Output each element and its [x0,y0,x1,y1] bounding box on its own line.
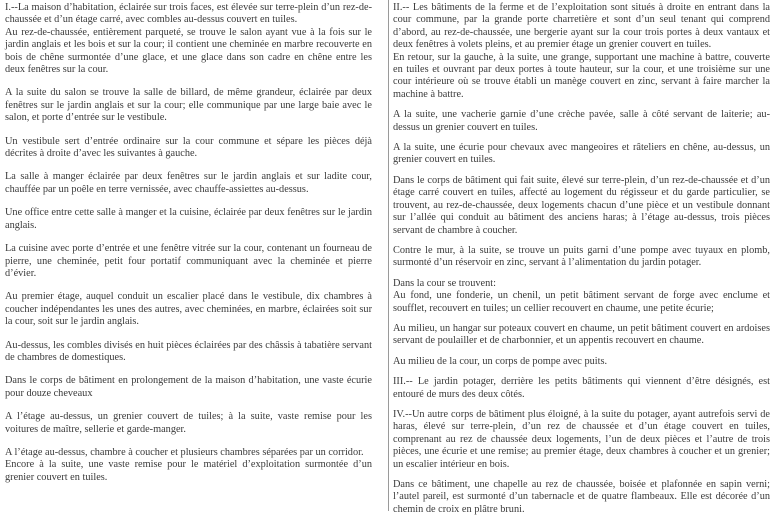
left-column [5,2,372,495]
paragraph-section-3: III.-- Le jardin potager, derrière les petits bâtiments qui viennent d’être désignés, est entouré de murs des deux côtés. [393,376,770,400]
paragraph-stable: Dans le corps de bâtiment en prolongement de la maison d’habitation, une vaste écurie pour douze cheveaux [5,375,372,399]
paragraph-courtyard-heading: Dans la cour se trouvent: [393,277,496,289]
column-divider [388,0,389,511]
paragraph-attic: Au-dessus, les combles divisés en huit pièces éclairées par des châssis à tabatière servant de chambres de domestiques. [5,339,372,363]
paragraph-horse-stable: A la suite, une écurie pour chevaux avec mangeoires et râteliers en chêne, au-dessus, un grenier couvert en tuiles. [393,142,770,166]
paragraph-section-4: IV.--Un autre corps de bâtiment plus éloigné, à la suite du potager, ayant autrefois servi de haras, élevé sur terre-plein, d’un rez de chaussée et d’un étage couvert en tuiles, comprenant au rez de chaussée deux logements, l’un de deux pièces et l’autre de trois pièces, une écurie et une remise; au premier étage, deux chambres à coucher et un grenier; un escalier intérieur en bois. [393,408,770,470]
paragraph-section-1: I.--La maison d’habitation, éclairée sur trois faces, est élevée sur terre-plein d’un rez-de-chaussée et d’un étage carré, avec combles au-dessus couvert en tuiles. [5,2,372,26]
paragraph-pump: Au milieu de la cour, un corps de pompe avec puits. [393,355,608,367]
paragraph-office: Une office entre cette salle à manger et la cuisine, éclairée par deux fenêtres sur le jardin anglais. [5,207,372,231]
paragraph-cowshed: A la suite, une vacherie garnie d’une crèche pavée, salle à côté servant de laiterie; au-dessus un grenier couvert en tuiles. [393,109,770,133]
paragraph-well: Contre le mur, à la suite, se trouve un puits garni d’une pompe avec tuyaux en plomb, surmonté d’un réservoir en zinc, servant à l’alimentation du jardin potager. [393,244,770,269]
paragraph-upper-rooms: A l’étage au-dessus, chambre à coucher et plusieurs chambres séparées par un corridor. [5,446,364,458]
paragraph-storage: Encore à la suite, une vaste remise pour le matériel d’exploitation surmontée d’un grenier couvert en tuiles. [5,459,372,483]
right-column [393,2,770,524]
paragraph-billiard: A la suite du salon se trouve la salle de billard, de même grandeur, éclairée par deux fenêtres sur le jardin anglais et sur la cour; elle communique par une large baie avec le salon, et porte d’entrée sur le vestibule. [5,87,372,124]
paragraph-barn: En retour, sur la gauche, à la suite, une grange, supportant une machine à battre, couverte en tuiles et ouvrant par deux portes à toute hauteur, sur la cour, et une troisième sur une cour intérieure où se trouve établi un manège couvert en zinc, servant à faire marcher la machine à battre. [393,51,770,100]
paragraph-vestibule: Un vestibule sert d’entrée ordinaire sur la cour commune et sépare les pièces déjà décrites à droite d’avec les suivantes à gauche. [5,135,372,160]
paragraph-courtyard-back: Au fond, une fonderie, un chenil, un petit bâtiment servant de forge avec enclume et soufflet, recouvert en tuiles; un cellier recouvert en chaume, une petite écurie; [393,290,770,314]
paragraph-dining: La salle à manger éclairée par deux fenêtres sur le jardin anglais et sur ladite cour, chauffée par un poêle en terre vernissée, avec chauffe-assiettes au-dessus. [5,171,372,195]
paragraph-lodging: Dans le corps de bâtiment qui fait suite, élevé sur terre-plein, d’un rez-de-chaussée et d’un étage carré couvert en tuiles, affecté au logement du régisseur et du garde particulier, se trouvent, au rez-de-chaussée, deux logements chacun d’une pièce et un vestibule donnant sur l’allée qui conduit au bâtiment des anciens haras; à l’étage au-dessus, trois pièces servant de chambre à coucher. [393,174,770,236]
paragraph-first-floor: Au premier étage, auquel conduit un escalier placé dans le vestibule, dix chambres à coucher indépendantes les unes des autres, avec cheminées, en marbre, éclairées soit sur la cour, soit sur le jardin anglais. [5,291,372,328]
paragraph-upper-granary: A l’étage au-dessus, un grenier couvert de tuiles; à la suite, vaste remise pour les voitures de maître, sellerie et garde-manger. [5,411,372,435]
paragraph-kitchen: La cuisine avec porte d’entrée et une fenêtre vitrée sur la cour, contenant un fourneau de pierre, une cheminée, petit four portatif communiquant avec la cheminée et pierre d’évier. [5,243,372,279]
paragraph-courtyard-middle: Au milieu, un hangar sur poteaux couvert en chaume, un petit bâtiment couvert en ardoises servant de poulailler et de charbonnier, et un appentis recouvert en chaume. [393,322,770,347]
paragraph-chapel: Dans ce bâtiment, une chapelle au rez de chaussée, boisée et plafonnée en sapin verni; l’autel pareil, est surmonté d’un tabernacle et de quatre flambeaux. Elle est décorée d’un chemin de croix en plâtre bruni. [393,479,770,515]
paragraph-ground-floor: Au rez-de-chaussée, entièrement parqueté, se trouve le salon ayant vue à la fois sur le jardin anglais et les bois et sur la cour; il contient une cheminée en marbre recouverte en bois de chêne surmontée d’une glace, et une glace dans son cadre en chêne entre les deux fenêtres sur la cour. [5,26,372,76]
paragraph-section-2: II.-- Les bâtiments de la ferme et de l’exploitation sont situés à droite en entrant dans la cour commune, par la grande porte charretière et sont d’un seul tenant qui comprend d’abord, au rez-de-chaussée, une bergerie ayant sur la cour trois portes à deux vantaux et deux fenêtres à volets pleins, et au premier étage un grenier couvert en tuiles. [393,2,770,51]
